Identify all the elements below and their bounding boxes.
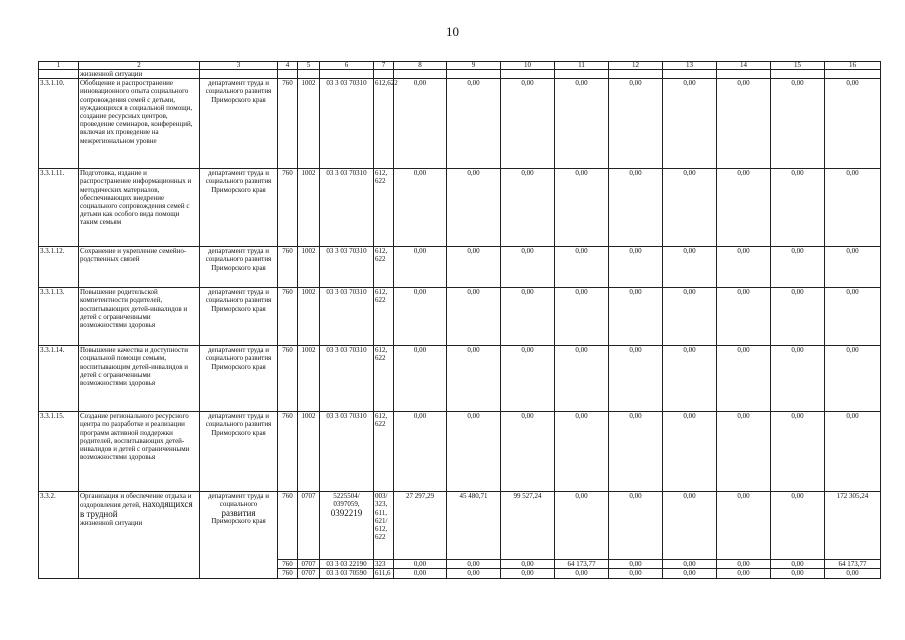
measure-name xyxy=(79,492,200,578)
executor: департамент труда и социального развития Приморского края xyxy=(200,288,278,346)
amount-value: 0,00 xyxy=(447,346,501,412)
amount-value: 64 173,77 xyxy=(555,560,609,569)
cell-empty xyxy=(609,70,663,79)
budget-table xyxy=(38,61,881,579)
row-number: 3.3.2. xyxy=(39,492,79,578)
executor: департамент труда и социального развития Приморского края xyxy=(200,247,278,288)
amount-value: 99 527,24 xyxy=(501,492,555,560)
cell-empty xyxy=(394,70,447,79)
measure-name-part: Организация и обеспечение отдыха и оздоровления детей, xyxy=(80,492,192,510)
grbs-code: 760 xyxy=(278,288,298,346)
amount-value: 0,00 xyxy=(609,560,663,569)
header-cell-13: 13 xyxy=(663,62,717,70)
grbs-code: 760 xyxy=(278,169,298,247)
amount-value: 0,00 xyxy=(663,492,717,560)
header-cell-15: 15 xyxy=(771,62,825,70)
csr-code: 03 3 03 22190 xyxy=(320,560,374,569)
header-cell-3: 3 xyxy=(200,62,278,70)
amount-value: 0,00 xyxy=(663,288,717,346)
header-cell-14: 14 xyxy=(717,62,771,70)
measure-name: Обобщение и распространение инновационного опыта социального сопровождения семей с детьми, нуждающихся в социальной помощи, создание ресурсных центров, проведение семинаров, конференций, включая их проведение на межрегиональном уровне xyxy=(79,79,200,169)
amount-value: 0,00 xyxy=(394,560,447,569)
header-cell-4: 4 xyxy=(278,62,298,70)
csr-code-part: 5225504/ 0397059, xyxy=(333,492,360,509)
header-cell-10: 10 xyxy=(501,62,555,70)
cell-empty xyxy=(374,70,394,79)
cell-empty xyxy=(663,70,717,79)
amount-value: 0,00 xyxy=(555,569,609,578)
measure-name: Сохранение и укрепление семейно-родственных связей xyxy=(79,247,200,288)
amount-value: 0,00 xyxy=(501,288,555,346)
table-row xyxy=(39,412,881,492)
rzpr-code: 0707 xyxy=(298,569,320,578)
measure-name: Подготовка, издание и распространение информационных и методических материалов, обеспечивающих внедрение социального сопровождения семей с детьми как особого вида помощи таким семьям xyxy=(79,169,200,247)
amount-value: 0,00 xyxy=(717,412,771,492)
amount-value: 0,00 xyxy=(771,288,825,346)
amount-value: 0,00 xyxy=(394,288,447,346)
executor: департамент труда и социального развития Приморского края xyxy=(200,169,278,247)
amount-value: 0,00 xyxy=(447,569,501,578)
csr-code: 03 3 03 70590 xyxy=(320,569,374,578)
amount-value: 0,00 xyxy=(825,79,881,169)
amount-value: 0,00 xyxy=(771,346,825,412)
amount-value: 0,00 xyxy=(555,288,609,346)
grbs-code: 760 xyxy=(278,346,298,412)
amount-value: 0,00 xyxy=(825,247,881,288)
csr-code: 03 3 03 70310 xyxy=(320,247,374,288)
amount-value: 0,00 xyxy=(394,247,447,288)
amount-value: 27 297,29 xyxy=(394,492,447,560)
vr-code: 612,622 xyxy=(374,79,394,169)
amount-value: 0,00 xyxy=(501,79,555,169)
vr-code: 612, 622 xyxy=(374,346,394,412)
executor: департамент труда и социального развития Приморского края xyxy=(200,79,278,169)
vr-code: 612, 622 xyxy=(374,247,394,288)
continuation-row xyxy=(39,70,881,79)
grbs-code: 760 xyxy=(278,492,298,560)
amount-value: 0,00 xyxy=(663,412,717,492)
amount-value: 0,00 xyxy=(771,560,825,569)
amount-value: 0,00 xyxy=(555,412,609,492)
amount-value: 0,00 xyxy=(825,569,881,578)
row-number: 3.3.1.10. xyxy=(39,79,79,169)
grbs-code: 760 xyxy=(278,247,298,288)
vr-code: 003/ 323, 611, 621/ 612, 622 xyxy=(374,492,394,560)
executor-part: развития xyxy=(221,507,256,518)
row-number: 3.3.1.12. xyxy=(39,247,79,288)
amount-value: 0,00 xyxy=(663,169,717,247)
amount-value: 0,00 xyxy=(609,247,663,288)
amount-value: 0,00 xyxy=(717,346,771,412)
rzpr-code: 1002 xyxy=(298,79,320,169)
grbs-code: 760 xyxy=(278,569,298,578)
amount-value: 0,00 xyxy=(447,412,501,492)
header-cell-6: 6 xyxy=(320,62,374,70)
amount-value: 0,00 xyxy=(771,492,825,560)
header-cell-16: 16 xyxy=(825,62,881,70)
amount-value: 0,00 xyxy=(825,169,881,247)
amount-value: 0,00 xyxy=(771,79,825,169)
csr-code: 03 3 03 70310 xyxy=(320,288,374,346)
amount-value: 0,00 xyxy=(663,569,717,578)
amount-value: 0,00 xyxy=(717,288,771,346)
row-number: 3.3.1.13. xyxy=(39,288,79,346)
amount-value: 0,00 xyxy=(771,169,825,247)
vr-code: 612, 622 xyxy=(374,288,394,346)
grbs-code: 760 xyxy=(278,560,298,569)
csr-code: 03 3 03 70310 xyxy=(320,79,374,169)
header-cell-11: 11 xyxy=(555,62,609,70)
measure-name: Повышение качества и доступности социальной помощи семьям, воспитывающим детей-инвалидов и детей с ограниченными возможностями здоровья xyxy=(79,346,200,412)
rzpr-code: 0707 xyxy=(298,492,320,560)
cell-empty xyxy=(320,70,374,79)
amount-value: 172 305,24 xyxy=(825,492,881,560)
amount-value: 0,00 xyxy=(825,288,881,346)
row-number: 3.3.1.11. xyxy=(39,169,79,247)
rzpr-code: 0707 xyxy=(298,560,320,569)
amount-value: 0,00 xyxy=(663,560,717,569)
amount-value: 0,00 xyxy=(555,169,609,247)
amount-value: 0,00 xyxy=(609,288,663,346)
csr-code: 03 3 03 70310 xyxy=(320,346,374,412)
vr-code: 611,6 xyxy=(374,569,394,578)
cell-empty xyxy=(825,70,881,79)
grbs-code: 760 xyxy=(278,79,298,169)
rzpr-code: 1002 xyxy=(298,247,320,288)
amount-value: 0,00 xyxy=(447,247,501,288)
header-cell-9: 9 xyxy=(447,62,501,70)
rzpr-code: 1002 xyxy=(298,169,320,247)
amount-value: 0,00 xyxy=(394,79,447,169)
table-row-332 xyxy=(39,492,881,560)
measure-name: Повышение родительской компетентности родителей, воспитывающих детей-инвалидов и детей с ограниченными возможностями здоровья xyxy=(79,288,200,346)
rzpr-code: 1002 xyxy=(298,346,320,412)
vr-code: 612, 622 xyxy=(374,169,394,247)
amount-value: 0,00 xyxy=(501,169,555,247)
vr-code: 612, 622 xyxy=(374,412,394,492)
amount-value: 0,00 xyxy=(717,79,771,169)
csr-code-part: 0392219 xyxy=(330,507,363,518)
amount-value: 0,00 xyxy=(447,79,501,169)
amount-value: 0,00 xyxy=(771,412,825,492)
amount-value: 0,00 xyxy=(447,560,501,569)
amount-value: 64 173,77 xyxy=(825,560,881,569)
table-row xyxy=(39,247,881,288)
executor-part: департамент труда и социального xyxy=(207,492,270,509)
vr-code: 323 xyxy=(374,560,394,569)
amount-value: 0,00 xyxy=(717,560,771,569)
continuation-text: жизненной ситуации xyxy=(79,70,200,79)
amount-value: 0,00 xyxy=(394,569,447,578)
row-number: 3.3.1.14. xyxy=(39,346,79,412)
table-row xyxy=(39,79,881,169)
table-row xyxy=(39,288,881,346)
header-cell-12: 12 xyxy=(609,62,663,70)
amount-value: 0,00 xyxy=(447,288,501,346)
amount-value: 0,00 xyxy=(663,247,717,288)
cell-empty xyxy=(447,70,501,79)
header-cell-2: 2 xyxy=(79,62,200,70)
amount-value: 0,00 xyxy=(394,169,447,247)
cell-empty xyxy=(555,70,609,79)
executor xyxy=(200,492,278,578)
cell-empty xyxy=(298,70,320,79)
table-row xyxy=(39,346,881,412)
amount-value: 0,00 xyxy=(609,569,663,578)
amount-value: 0,00 xyxy=(394,412,447,492)
cell-empty xyxy=(717,70,771,79)
page-number: 10 xyxy=(446,24,459,39)
amount-value: 0,00 xyxy=(555,247,609,288)
amount-value: 0,00 xyxy=(609,79,663,169)
header-cell-7: 7 xyxy=(374,62,394,70)
cell-no xyxy=(39,70,79,79)
csr-code xyxy=(320,492,374,560)
amount-value: 0,00 xyxy=(394,346,447,412)
header-cell-5: 5 xyxy=(298,62,320,70)
cell-empty xyxy=(771,70,825,79)
amount-value: 0,00 xyxy=(447,169,501,247)
amount-value: 0,00 xyxy=(609,412,663,492)
amount-value: 0,00 xyxy=(555,79,609,169)
amount-value: 0,00 xyxy=(717,247,771,288)
cell-empty xyxy=(278,70,298,79)
grbs-code: 760 xyxy=(278,412,298,492)
measure-name-part: жизненной ситуации xyxy=(80,518,143,527)
rzpr-code: 1002 xyxy=(298,412,320,492)
measure-name: Создание регионального ресурсного центра по разработке и реализации программ активной поддержки родителей, воспитывающих детей-инвалидов и детей с ограниченными возможностями здоровья xyxy=(79,412,200,492)
table-row xyxy=(39,169,881,247)
executor: департамент труда и социального развития Приморского края xyxy=(200,346,278,412)
amount-value: 0,00 xyxy=(501,412,555,492)
header-cell-1: 1 xyxy=(39,62,79,70)
executor-part: Приморского края xyxy=(211,516,266,525)
amount-value: 0,00 xyxy=(717,169,771,247)
amount-value: 0,00 xyxy=(663,79,717,169)
csr-code: 03 3 03 70310 xyxy=(320,169,374,247)
cell-empty xyxy=(501,70,555,79)
executor: департамент труда и социального развития Приморского края xyxy=(200,412,278,492)
row-number: 3.3.1.15. xyxy=(39,412,79,492)
amount-value: 0,00 xyxy=(717,569,771,578)
header-row xyxy=(39,62,881,70)
amount-value: 0,00 xyxy=(555,346,609,412)
amount-value: 0,00 xyxy=(501,569,555,578)
cell-empty xyxy=(200,70,278,79)
measure-name-part: находящихся в трудной xyxy=(80,499,193,519)
amount-value: 0,00 xyxy=(609,346,663,412)
amount-value: 0,00 xyxy=(501,560,555,569)
amount-value: 0,00 xyxy=(825,412,881,492)
amount-value: 45 480,71 xyxy=(447,492,501,560)
header-cell-8: 8 xyxy=(394,62,447,70)
amount-value: 0,00 xyxy=(609,492,663,560)
amount-value: 0,00 xyxy=(663,346,717,412)
amount-value: 0,00 xyxy=(771,569,825,578)
csr-code: 03 3 03 70310 xyxy=(320,412,374,492)
rzpr-code: 1002 xyxy=(298,288,320,346)
amount-value: 0,00 xyxy=(555,492,609,560)
amount-value: 0,00 xyxy=(771,247,825,288)
amount-value: 0,00 xyxy=(501,247,555,288)
amount-value: 0,00 xyxy=(501,346,555,412)
amount-value: 0,00 xyxy=(717,492,771,560)
amount-value: 0,00 xyxy=(825,346,881,412)
amount-value: 0,00 xyxy=(609,169,663,247)
